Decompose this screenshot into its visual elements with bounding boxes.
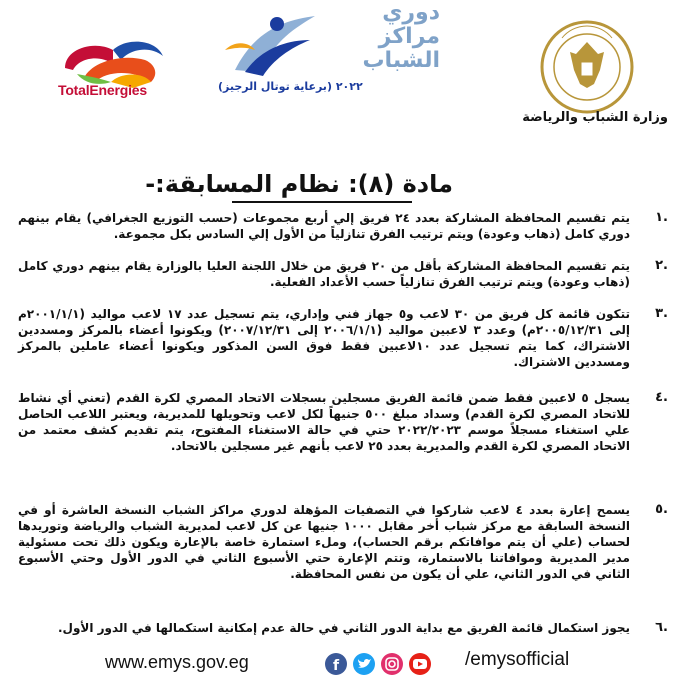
league-title-line2: مراكز [378,24,440,49]
item-text: يسجل ٥ لاعبين فقط ضمن قائمة الفريق مسجلين بسجلات الاتحاد المصري لكرة القدم (تعني أي نشاط للاتحاد المصري لكرة القدم) وسداد مبلغ ٥٠٠ جنيهاً لكل لاعب وتحويلها للمديرية، ويعتبر اللاعب الحاصل علي استغناء مسجلاً موسم ٢٠٢٢/٢٠٢٣ حتي في حالة الاستغناء المفتوح، يتم تقديم كشف معتمد من الاتحاد المصري لكرة القدم والمديرية بعدد ٢٥ لاعب بأنهم غير مسجلين بالاتحاد. [18,391,631,453]
footer [0,640,683,693]
league-title-line3: الشباب [362,48,440,73]
header [0,0,683,140]
item-text: يجوز استكمال قائمة الفريق مع بداية الدور الثاني في حالة عدم إمكانية استكمالها في الدور الأول. [57,621,630,635]
item-number: .٣ [655,306,668,321]
item-number: .٢ [655,258,668,273]
facebook-icon[interactable] [325,653,347,675]
item-number: .٦ [655,620,668,635]
title-underline [232,201,412,203]
item-text: تتكون قائمة كل فريق من ٣٠ لاعب و٥ جهاز فني وإداري، يتم تسجيل عدد ١٧ لاعب مواليد (٢٠٠١/١/١م إلى ٢٠٠٥/١٢/٣١م) وعدد ٣ لاعبين مواليد (٢٠٠٦/١/١ إلى ٢٠٠٧/١٢/٣١) ويكونوا أعضاء بالمركز ومسددين الاشتراك، كما يتم تسجيل عدد ١٠لاعبين فقط فوق السن المذكور ويكونوا أعضاء عاملين بالمركز ومسددين الاشتراك. [18,307,631,369]
item-text: يتم تقسيم المحافظة المشاركة بعدد ٢٤ فريق إلي أربع مجموعات (حسب التوزيع الجغرافي) يقام بينهم دوري كامل (ذهاب وعودة) ويتم ترتيب الفرق تنازلياً من الأول إلي السادس بكل مجموعة. [18,211,631,241]
item-number: .١ [655,210,668,225]
item-number: .٥ [655,502,668,517]
league-subtitle: ٢٠٢٢ (برعاية توتال الرجيز) [218,80,363,93]
youtube-icon[interactable] [409,653,431,675]
website-link[interactable]: www.emys.gov.eg [105,652,249,672]
ministry-seal-logo [532,18,642,116]
social-handle[interactable]: /emysofficial [465,649,570,670]
twitter-icon[interactable] [353,653,375,675]
item-text: يسمح إعارة بعدد ٤ لاعب شاركوا في التصفيات المؤهلة لدوري مراكز الشباب النسخة العاشرة أو في النسخة السابقة مع مركز شباب أخر مقابل ١٠٠٠ جنيها عن كل لاعب لمديرية الشباب والرياضة وتوريدها لحساب (علي أن يتم موافاتكم برقم الحساب)، وملء استمارة خاصة بالإعارة ويكون ذلك تحت مسئولية مدير المديرية وموافاتنا بالاستمارة، وتتم الإعارة حتي الأسبوع الثاني في الدور الأول وحتي الأسبوع الثاني في الدور الثاني، علي أن يكون من نفس المحافظة. [18,503,630,581]
instagram-icon[interactable] [381,653,403,675]
sponsor-name: TotalEnergies [58,82,147,98]
item-number: .٤ [655,390,668,405]
league-player-icon [215,10,325,85]
ministry-name: وزارة الشباب والرياضة [522,110,668,125]
svg-text:f: f [333,658,340,674]
item-text: يتم تقسيم المحافظة المشاركة بأقل من ٢٠ فريق من خلال اللجنة العليا بالوزارة يقام بينهم دوري كامل (ذهاب وعودة) ويتم ترتيب الفرق تنازلياً حسب الأعداد الفعلية. [18,259,631,289]
page-title: مادة (٨): نظام المسابقة:- [145,170,453,198]
league-title-line1: دوري [382,0,440,25]
